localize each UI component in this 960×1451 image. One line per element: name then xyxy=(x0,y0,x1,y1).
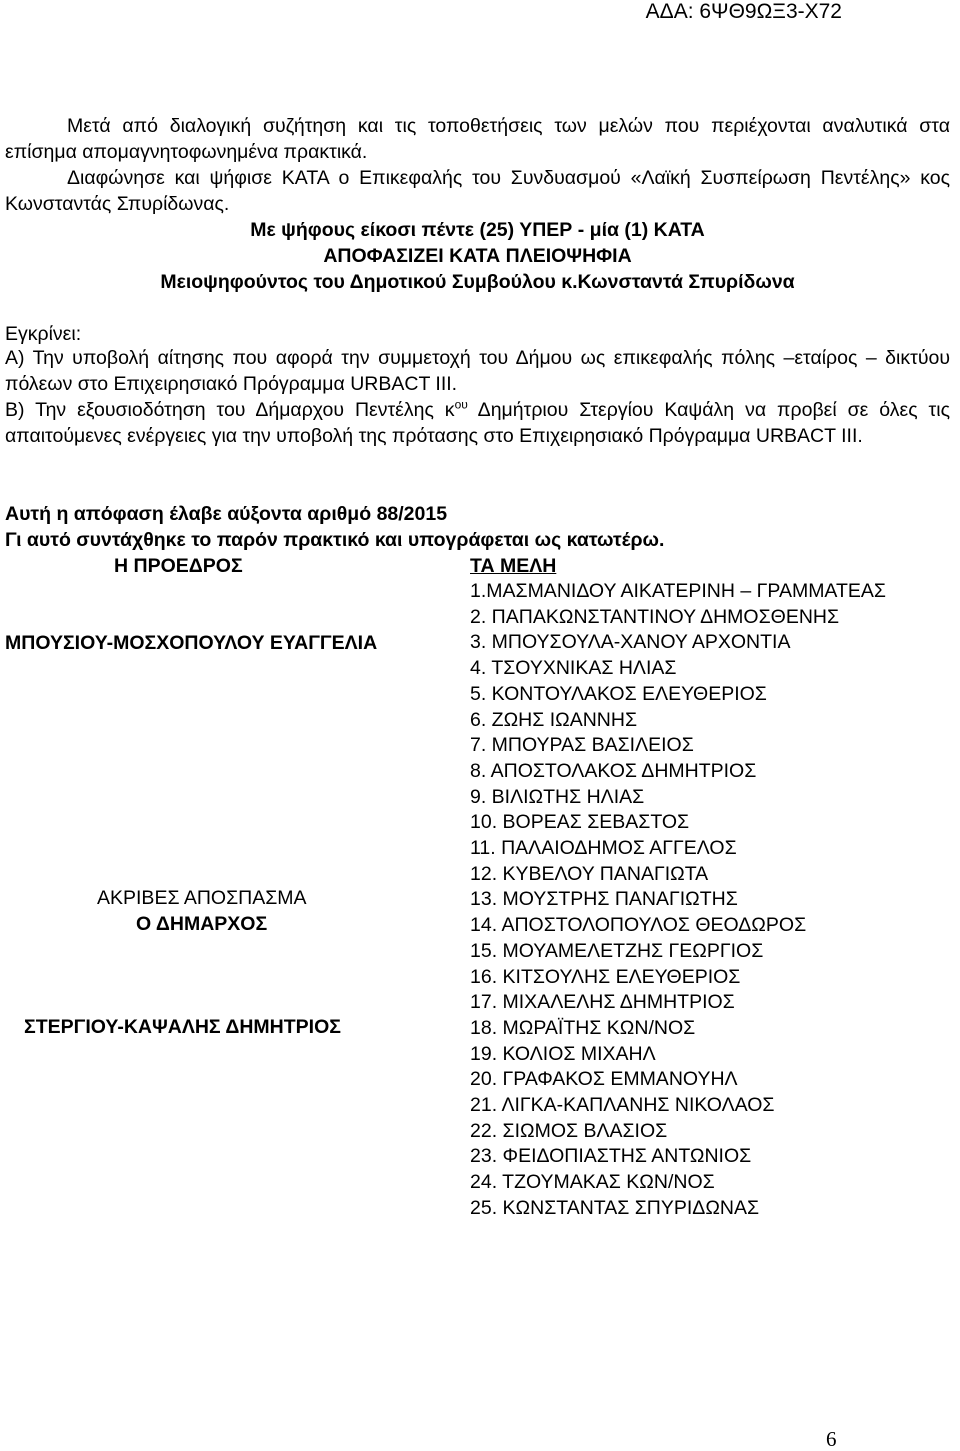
member-item: 1.ΜΑΣΜΑΝΙΔΟΥ ΑΙΚΑΤΕΡΙΝΗ – ΓΡΑΜΜΑΤΕΑΣ xyxy=(470,580,886,602)
member-item: 22. ΣΙΩΜΟΣ ΒΛΑΣΙΟΣ xyxy=(470,1120,668,1142)
member-item: 14. ΑΠΟΣΤΟΛΟΠΟΥΛΟΣ ΘΕΟΔΩΡΟΣ xyxy=(470,914,807,936)
member-item: 12. ΚΥΒΕΛΟΥ ΠΑΝΑΓΙΩΤΑ xyxy=(470,863,709,885)
closing-statement: Γι αυτό συντάχθηκε το παρόν πρακτικό και υπογράφεται ως κατωτέρω. xyxy=(5,529,665,551)
member-item: 25. ΚΩΝΣΤΑΝΤΑΣ ΣΠΥΡΙΔΩΝΑΣ xyxy=(470,1197,760,1219)
member-item: 17. ΜΙΧΑΛΕΛΗΣ ΔΗΜΗΤΡΙΟΣ xyxy=(470,991,735,1013)
page-number: 6 xyxy=(826,1427,837,1451)
member-item: 13. ΜΟΥΣΤΡΗΣ ΠΑΝΑΓΙΩΤΗΣ xyxy=(470,888,738,910)
mayor-title: Ο ΔΗΜΑΡΧΟΣ xyxy=(136,913,268,935)
true-copy-label: ΑΚΡΙΒΕΣ ΑΠΟΣΠΑΣΜΑ xyxy=(97,887,307,909)
member-item: 7. ΜΠΟΥΡΑΣ ΒΑΣΙΛΕΙΟΣ xyxy=(470,734,694,756)
ada-code: ΑΔΑ: 6ΨΘ9ΩΞ3-Χ72 xyxy=(645,0,842,23)
decision-number: Αυτή η απόφαση έλαβε αύξοντα αριθμό 88/2015 xyxy=(5,503,448,525)
member-item: 9. ΒΙΛΙΩΤΗΣ ΗΛΙΑΣ xyxy=(470,786,645,808)
member-item: 3. ΜΠΟΥΣΟΥΛΑ-ΧΑΝΟΥ ΑΡΧΟΝΤΙΑ xyxy=(470,631,791,653)
president-name: ΜΠΟΥΣΙΟΥ-ΜΟΣΧΟΠΟΥΛΟΥ ΕΥΑΓΓΕΛΙΑ xyxy=(5,632,378,654)
minority-line: Μειοψηφούντος του Δημοτικού Συμβούλου κ.Κωνσταντά Σπυρίδωνα xyxy=(160,271,795,293)
member-item: 6. ΖΩΗΣ ΙΩΑΝΝΗΣ xyxy=(470,709,638,731)
item-b xyxy=(5,397,950,449)
member-item: 21. ΛΙΓΚΑ-ΚΑΠΛΑΝΗΣ ΝΙΚΟΛΑΟΣ xyxy=(470,1094,775,1116)
member-item: 5. ΚΟΝΤΟΥΛΑΚΟΣ ΕΛΕΥΘΕΡΙΟΣ xyxy=(470,683,767,705)
member-item: 10. ΒΟΡΕΑΣ ΣΕΒΑΣΤΟΣ xyxy=(470,811,690,833)
member-item: 19. ΚΟΛΙΟΣ ΜΙΧΑΗΛ xyxy=(470,1043,656,1065)
discussion-paragraph: Μετά από διαλογική συζήτηση και τις τοποθετήσεις των μελών που περιέχονται αναλυτικά στα επίσημα απομαγνητοφωνημένα πρακτικά. xyxy=(5,115,950,163)
member-item: 24. ΤΖΟΥΜΑΚΑΣ ΚΩΝ/ΝΟΣ xyxy=(470,1171,715,1193)
member-item: 16. ΚΙΤΣΟΥΛΗΣ ΕΛΕΥΘΕΡΙΟΣ xyxy=(470,966,741,988)
president-title: Η ΠΡΟΕΔΡΟΣ xyxy=(114,555,243,577)
vote-line: Με ψήφους είκοσι πέντε (25) ΥΠΕΡ - μία (1) ΚΑΤΑ xyxy=(250,219,705,241)
approves-label: Εγκρίνει: xyxy=(5,323,82,345)
member-item: 23. ΦΕΙΔΟΠΙΑΣΤΗΣ ΑΝΤΩΝΙΟΣ xyxy=(470,1145,752,1167)
mayor-name: ΣΤΕΡΓΙΟΥ-ΚΑΨΑΛΗΣ ΔΗΜΗΤΡΙΟΣ xyxy=(24,1016,341,1038)
member-item: 20. ΓΡΑΦΑΚΟΣ ΕΜΜΑΝΟΥΗΛ xyxy=(470,1068,738,1090)
item-b-sup: ου xyxy=(454,397,468,412)
item-b-start: Β) Την εξουσιοδότηση του Δήμαρχου Πεντέλης κ xyxy=(5,399,455,421)
member-item: 15. ΜΟΥΑΜΕΛΕΤΖΗΣ ΓΕΩΡΓΙΟΣ xyxy=(470,940,764,962)
decision-line: ΑΠΟΦΑΣΙΖΕΙ ΚΑΤΑ ΠΛΕΙΟΨΗΦΙΑ xyxy=(323,245,632,267)
dissent-paragraph: Διαφώνησε και ψήφισε ΚΑΤΑ ο Επικεφαλής του Συνδυασμού «Λαϊκή Συσπείρωση Πεντέλης» κος Κωνσταντάς Σπυρίδωνας. xyxy=(5,167,950,215)
members-title: ΤΑ ΜΕΛΗ xyxy=(470,555,557,577)
member-item: 2. ΠΑΠΑΚΩΝΣΤΑΝΤΙΝΟΥ ΔΗΜΟΣΘΕΝΗΣ xyxy=(470,606,840,628)
member-item: 11. ΠΑΛΑΙΟΔΗΜΟΣ ΑΓΓΕΛΟΣ xyxy=(470,837,737,859)
item-b-end: Δημήτριου Στεργίου Καψάλη να προβεί σε όλες τις απαιτούμενες ενέργειες για την υποβολή της πρότασης στο Επιχειρησιακό Πρόγραμμα URBACT III. xyxy=(5,399,950,447)
item-a: Α) Την υποβολή αίτησης που αφορά την συμμετοχή του Δήμου ως επικεφαλής πόλης –εταίρος – δικτύου πόλεων στο Επιχειρησιακό Πρόγραμμα URBACT III. xyxy=(5,347,950,395)
member-item: 8. ΑΠΟΣΤΟΛΑΚΟΣ ΔΗΜΗΤΡΙΟΣ xyxy=(470,760,757,782)
member-item: 18. ΜΩΡΑΪΤΗΣ ΚΩΝ/ΝΟΣ xyxy=(470,1017,696,1039)
member-item: 4. ΤΣΟΥΧΝΙΚΑΣ ΗΛΙΑΣ xyxy=(470,657,677,679)
